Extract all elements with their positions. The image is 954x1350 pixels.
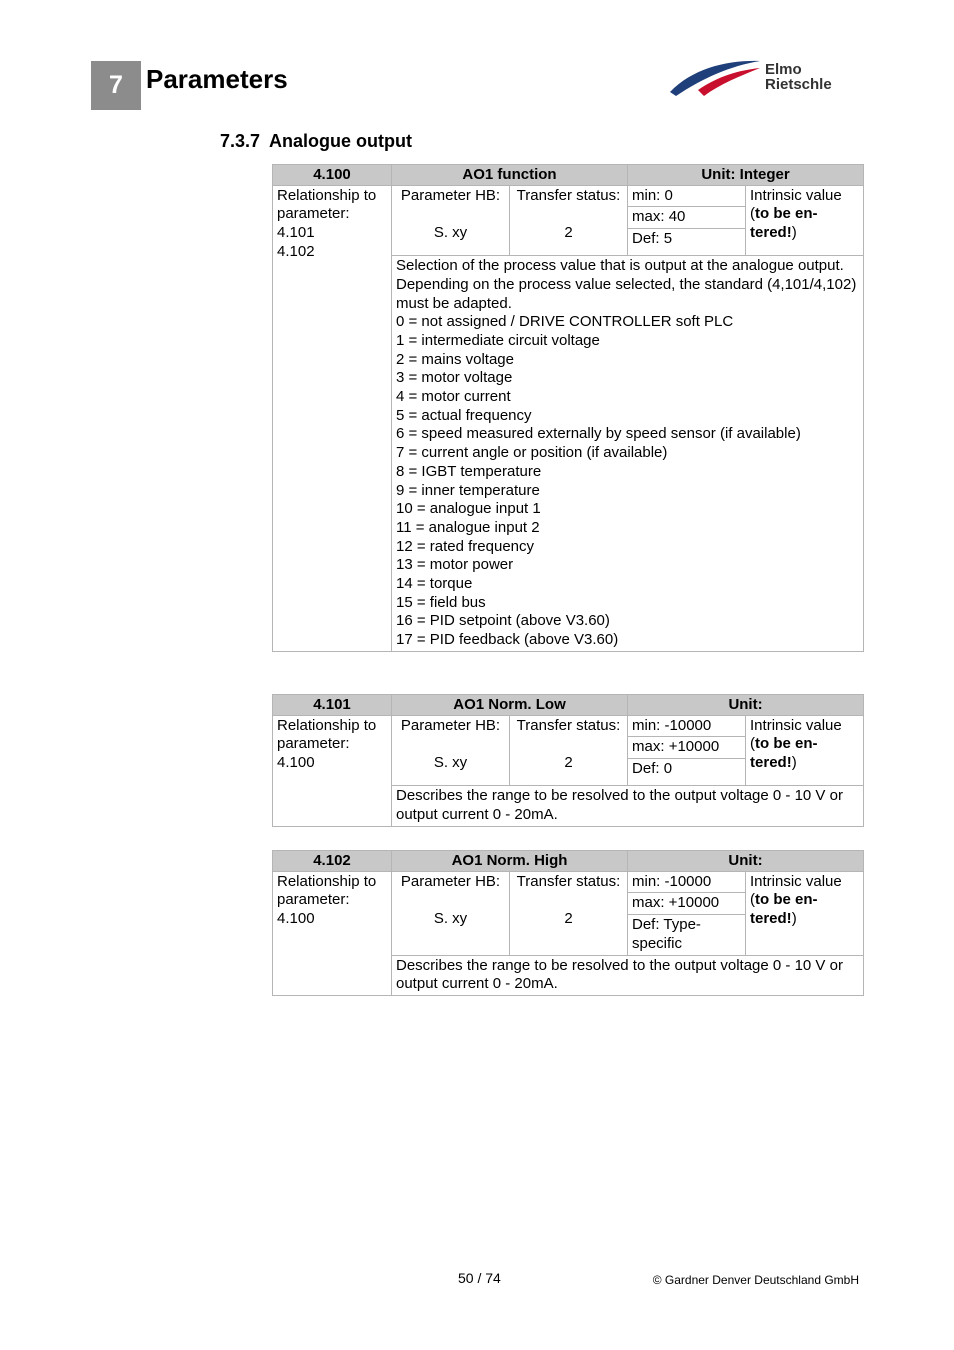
intrinsic-value-cell: Intrinsic value (to be en-tered!) — [746, 871, 864, 955]
transfer-status-label: Transfer status: — [516, 872, 621, 890]
param-id: 4.100 — [273, 165, 392, 186]
parameter-table — [272, 164, 864, 652]
transfer-status-cell — [510, 715, 628, 785]
min-value: min: -10000 — [628, 871, 746, 893]
transfer-status-label: Transfer status: — [516, 186, 621, 204]
description-line: 7 = current angle or position (if available) — [396, 444, 668, 462]
intrinsic-value-cell: Intrinsic value (to be en-tered!) — [746, 185, 864, 255]
transfer-status-label: Transfer status: — [516, 716, 621, 734]
description-line: 11 = analogue input 2 — [396, 518, 540, 536]
description-line: 10 = analogue input 1 — [396, 500, 541, 518]
parameter-hb-cell — [392, 185, 510, 255]
param-name: AO1 Norm. High — [392, 851, 628, 872]
description-line: 0 = not assigned / DRIVE CONTROLLER soft PLC — [396, 313, 734, 331]
relationship-line: Relationship to — [277, 872, 377, 890]
description-line: 9 = inner temperature — [396, 481, 540, 499]
copyright-text: © Gardner Denver Deutschland GmbH — [652, 1273, 859, 1287]
description-line: 15 = field bus — [396, 593, 486, 611]
description-line: 2 = mains voltage — [396, 350, 514, 368]
parameter-hb-cell — [392, 715, 510, 785]
description-line: 5 = actual frequency — [396, 406, 532, 424]
relationship-cell — [273, 715, 392, 826]
parameter-hb-label: Parameter HB: — [400, 186, 501, 204]
relationship-line: parameter: — [277, 735, 350, 753]
transfer-status-cell — [510, 871, 628, 955]
min-value: min: 0 — [628, 185, 746, 207]
default-value: Def: Type-specific — [628, 915, 746, 955]
param-unit: Unit: — [628, 851, 864, 872]
param-id: 4.102 — [273, 851, 392, 872]
relationship-line: 4.100 — [277, 754, 315, 772]
section-number: 7.3.7 — [220, 131, 261, 151]
description-cell: Describes the range to be resolved to the output voltage 0 - 10 V or output current 0 - 20mA. — [392, 786, 864, 826]
max-value: max: +10000 — [628, 893, 746, 915]
transfer-status-value: 2 — [564, 224, 573, 242]
default-value: Def: 0 — [628, 759, 746, 786]
param-name: AO1 Norm. Low — [392, 695, 628, 716]
logo-line-rietschle: Rietschle — [765, 76, 832, 93]
description-line: 1 = intermediate circuit voltage — [396, 331, 600, 349]
logo-line-elmo: Elmo — [765, 61, 802, 78]
description-line: Selection of the process value that is output at the analogue output. — [396, 257, 844, 275]
max-value: max: 40 — [628, 207, 746, 229]
parameter-table — [272, 850, 864, 996]
intrinsic-value-cell: Intrinsic value (to be en-tered!) — [746, 715, 864, 785]
description-line: 14 = torque — [396, 575, 473, 593]
page-number: 50 / 74 — [458, 1270, 501, 1286]
parameter-table — [272, 694, 864, 827]
parameter-hb-label: Parameter HB: — [400, 872, 501, 890]
relationship-line: Relationship to — [277, 186, 377, 204]
relationship-line: 4.100 — [277, 910, 315, 928]
parameter-hb-value: S. xy — [433, 754, 468, 772]
description-line: 4 = motor current — [396, 388, 511, 406]
description-cell — [392, 256, 864, 652]
relationship-line: 4.102 — [277, 242, 315, 260]
param-name: AO1 function — [392, 165, 628, 186]
transfer-status-value: 2 — [564, 910, 573, 928]
parameter-hb-label: Parameter HB: — [400, 716, 501, 734]
description-line: 17 = PID feedback (above V3.60) — [396, 631, 619, 649]
description-line: 16 = PID setpoint (above V3.60) — [396, 612, 610, 630]
description-cell: Describes the range to be resolved to the output voltage 0 - 10 V or output current 0 - 20mA. — [392, 955, 864, 995]
parameter-hb-value: S. xy — [433, 224, 468, 242]
param-unit: Unit: — [628, 695, 864, 716]
min-value: min: -10000 — [628, 715, 746, 737]
param-id: 4.101 — [273, 695, 392, 716]
parameter-hb-cell — [392, 871, 510, 955]
description-line: 12 = rated frequency — [396, 537, 535, 555]
description-line: 6 = speed measured externally by speed sensor (if available) — [396, 425, 801, 443]
relationship-line: parameter: — [277, 205, 350, 223]
relationship-line: Relationship to — [277, 716, 377, 734]
relationship-line: parameter: — [277, 891, 350, 909]
relationship-cell — [273, 185, 392, 651]
parameter-hb-value: S. xy — [433, 910, 468, 928]
transfer-status-value: 2 — [564, 754, 573, 772]
section-title: Analogue output — [269, 131, 413, 151]
description-line: 13 = motor power — [396, 556, 514, 574]
description-line: 3 = motor voltage — [396, 369, 513, 387]
chapter-number: 7 — [91, 61, 141, 110]
page-title: Parameters — [146, 64, 288, 94]
default-value: Def: 5 — [628, 229, 746, 256]
description-line: 8 = IGBT temperature — [396, 462, 542, 480]
brand-logo-text — [765, 62, 832, 92]
relationship-line: 4.101 — [277, 224, 315, 242]
max-value: max: +10000 — [628, 737, 746, 759]
section-heading — [220, 131, 421, 152]
param-unit: Unit: Integer — [628, 165, 864, 186]
description-line: Depending on the process value selected, the standard (4,101/4,102) must be adapted. — [396, 275, 857, 312]
transfer-status-cell — [510, 185, 628, 255]
relationship-cell — [273, 871, 392, 995]
